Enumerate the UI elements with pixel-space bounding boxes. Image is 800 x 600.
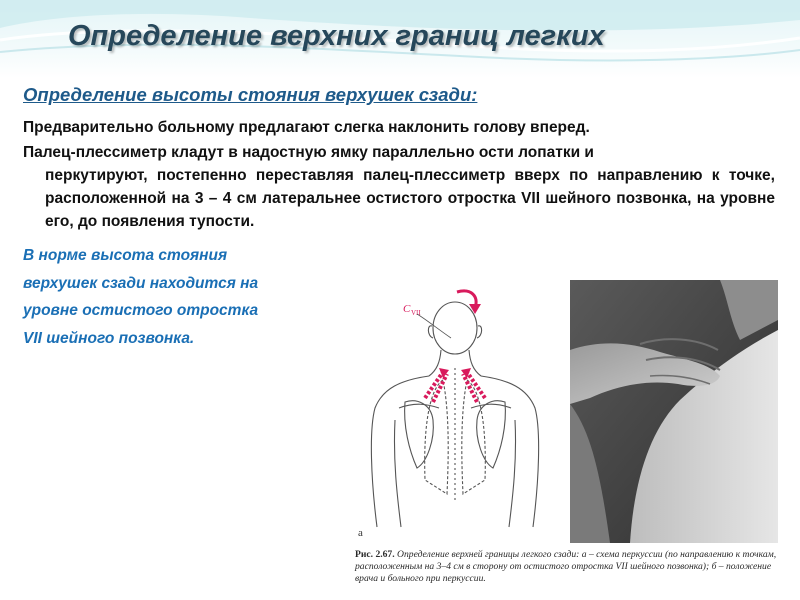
percussion-photo (570, 280, 778, 543)
head-tilt-arrowhead (469, 304, 481, 314)
paragraph-head-tilt: Предварительно больному предлагают слегка наклонить голову вперед. (23, 119, 590, 136)
percussion-scheme-figure (343, 280, 563, 543)
caption-text: Определение верхней границы легкого сзади: а – схема перкуссии (по направлению к точкам, расположенным на 3–4 см в сторону от остистого отростка VII шейного позвонка); б – положение врача и больного при перкуссии. (355, 549, 777, 584)
paragraph-line-rest: перкутируют, постепенно переставляя палец-плессиметр вверх по направлению к точке, расположенной на 3 – 4 см латеральнее остистого отростка VII шейного позвонка, на уровне его, до появления тупости. (45, 167, 775, 230)
section-subtitle: Определение высоты стояния верхушек сзади: (23, 84, 478, 105)
norm-line: В норме высота стояния (23, 247, 228, 264)
back-outline (371, 302, 538, 527)
slide-title: Определение верхних границ легких (68, 20, 605, 52)
norm-line: уровне остистого отростка (23, 302, 259, 319)
norm-line: VII шейного позвонка. (23, 329, 195, 347)
norm-line: верхушек сзади находится на (23, 274, 259, 292)
figure-label-a: а (358, 527, 363, 539)
paragraph-percussion-method (23, 141, 775, 233)
percussion-arrows (425, 372, 485, 402)
norm-statement (23, 242, 258, 352)
caption-number: Рис. 2.67. (355, 549, 395, 560)
figure-caption (355, 549, 777, 585)
cvii-label: C (403, 303, 411, 315)
cvii-label-subscript: VII (411, 309, 421, 317)
paragraph-line-first: Палец-плессиметр кладут в надостную ямку параллельно ости лопатки и (23, 144, 594, 161)
